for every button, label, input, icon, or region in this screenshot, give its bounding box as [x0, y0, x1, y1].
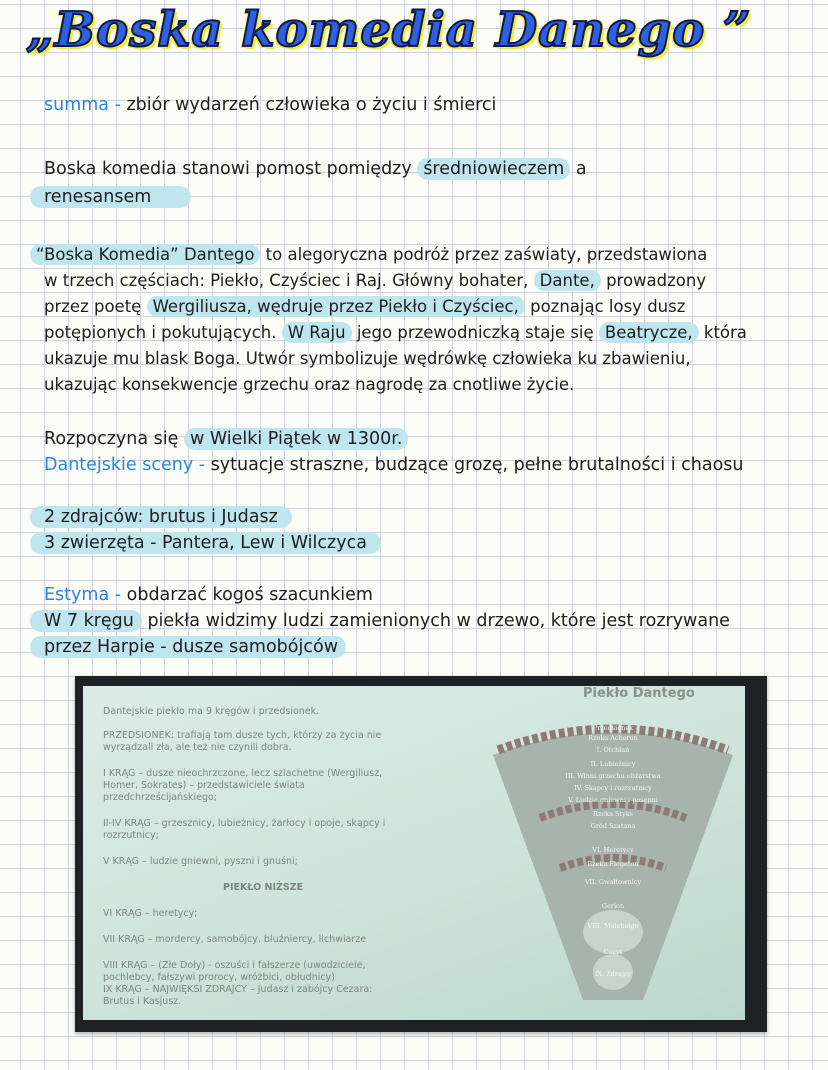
main-paragraph	[36, 242, 747, 398]
slide-title: Piekło Dantego	[583, 686, 695, 701]
diagram-label: II. Lubieżnicy	[590, 760, 636, 768]
highlight-wergiliusz: Wergiliusza, wędruje przez Piekło i Czyściec,	[147, 296, 525, 317]
diagram-label: V. Ludzie gniewni i posępni	[568, 796, 658, 804]
diagram-label: IV. Skąpcy i rozrzutnicy	[574, 784, 652, 792]
diagram-label: Rzeka Acheron	[588, 734, 638, 742]
highlight-renesansem: renesansem	[30, 186, 191, 208]
slide-line: V KRĄG – ludzie gniewni, pyszni i gnuśni;	[103, 856, 298, 867]
highlight-wielki-piatek: w Wielki Piątek w 1300r.	[184, 428, 409, 450]
para-text: poznając losy dusz	[530, 297, 686, 316]
highlight-zdrajcy: 2 zdrajców: brutus i Judasz	[30, 506, 292, 528]
summa-term: summa -	[44, 95, 121, 115]
diagram-label: Gród Szatana	[590, 822, 636, 830]
sceny-term: Dantejskie sceny -	[44, 455, 206, 475]
slide-line: pochlebcy, fałszywi prorocy, wróżbici, obłudnicy)	[103, 972, 335, 983]
zwierzeta-line	[30, 530, 381, 556]
diagram-label: VII. Gwałtownicy	[584, 878, 642, 886]
slide-line: VIII KRĄG – (Złe Doły) - oszuści i fałszerze (uwodziciele,	[103, 960, 366, 971]
pomost-line	[44, 156, 587, 182]
diagram-label: VIII. Malebolge	[587, 922, 639, 930]
pomost-line-2	[30, 184, 191, 210]
diagram-label: Cocyt	[603, 948, 623, 956]
para-text: ukazuje mu blask Boga. Utwór symbolizuje wędrówkę człowieka ku zbawieniu,	[44, 349, 691, 368]
sceny-line	[44, 452, 744, 478]
krag-line-1	[30, 608, 730, 634]
slide-line: VII KRĄG – mordercy, samobójcy, bluźniercy, lichwiarze	[103, 934, 367, 945]
diagram-label: Gerion	[601, 902, 625, 910]
diagram-label: Przedsionek	[592, 724, 634, 732]
krag-text: piekła widzimy ludzi zamienionych w drzewo, które jest rozrywane	[147, 611, 730, 631]
slide-line: wyrządzali zła, ale też nie czynili dobra.	[103, 742, 292, 753]
diagram-label: VI. Heretycy	[592, 846, 634, 854]
slide-line: Homer, Sokrates) – przedstawiciele świata	[103, 780, 305, 791]
highlight-boska-komedia: “Boska Komedia” Dantego	[30, 244, 260, 265]
para-text: jego przewodniczką staje się	[356, 323, 594, 342]
para-text: to alegoryczna podróż przez zaświaty, przedstawiona	[265, 245, 708, 264]
diagram-label: IX. Zdrajcy	[594, 970, 632, 978]
slide-heading: PIEKŁO NIŻSZE	[223, 882, 304, 893]
highlight-beatrycze: Beatrycze,	[599, 322, 699, 343]
highlight-zwierzeta: 3 zwierzęta - Pantera, Lew i Wilczyca	[30, 532, 381, 554]
highlight-harpie: przez Harpie - dusze samobójców	[30, 636, 346, 658]
highlight-7-krag: W 7 kręgu	[30, 610, 142, 632]
para-text: przez poetę	[44, 297, 142, 316]
sceny-text: sytuacje straszne, budzące grozę, pełne brutalności i chaosu	[210, 455, 744, 475]
start-text: Rozpoczyna się	[44, 429, 179, 449]
diagram-label: Rzeka Flegeton	[587, 860, 639, 868]
summa-line	[44, 92, 496, 118]
estyma-text: obdarzać kogoś szacunkiem	[126, 585, 373, 605]
inferno-diagram	[488, 700, 738, 1000]
highlight-w-raju: W Raju	[282, 322, 352, 343]
slide-line: Brutus i Kasjusz.	[103, 996, 182, 1007]
slide-line: PRZEDSIONEK: trafiają tam dusze tych, którzy za życia nie	[103, 730, 382, 741]
para-text: która	[703, 323, 747, 342]
highlight-sredniowieczem: średniowieczem	[417, 158, 570, 180]
diagram-label: I. Otchłań	[596, 746, 630, 754]
para-text: prowadzony	[606, 271, 707, 290]
highlight-dante: Dante,	[534, 270, 601, 291]
projector-screen	[83, 686, 745, 1020]
summa-text: zbiór wydarzeń człowieka o życiu i śmierci	[126, 95, 497, 115]
pomost-text: Boska komedia stanowi pomost pomiędzy	[44, 159, 412, 179]
zdrajcy-line	[30, 504, 292, 530]
pomost-end: a	[575, 159, 587, 179]
para-text: w trzech częściach: Piekło, Czyściec i Raj. Główny bohater,	[44, 271, 529, 290]
slide-photo	[75, 676, 767, 1032]
diagram-label: Rzeka Styks	[592, 810, 634, 818]
start-line	[44, 426, 408, 452]
estyma-term: Estyma -	[44, 585, 122, 605]
slide-line: rozrzutnicy;	[103, 830, 159, 841]
para-text: ukazując konsekwencje grzechu oraz nagrodę za cnotliwe życie.	[44, 375, 575, 394]
estyma-line	[44, 582, 373, 608]
krag-line-2	[30, 634, 346, 660]
diagram-label: III. Winni grzechu obżarstwa	[565, 772, 661, 780]
slide-line: przedchrześcijańskiego;	[103, 792, 218, 803]
page-title: „Boska komedia Danego ”	[26, 2, 752, 58]
slide-line: VI KRĄG – heretycy;	[103, 908, 198, 919]
slide-line: Dantejskie piekło ma 9 kręgów i przedsionek.	[103, 706, 320, 717]
slide-line: II-IV KRĄG – grzesznicy, lubieżnicy, żarłocy i opoje, skąpcy i	[103, 818, 386, 829]
slide-line: IX KRĄG – NAJWIĘKSI ZDRAJCY – Judasz i zabójcy Cezara:	[103, 984, 373, 995]
para-text: potępionych i pokutujących.	[44, 323, 277, 342]
slide-line: I KRĄG – dusze nieochrzczone, lecz szlachetne (Wergiliusz,	[103, 768, 383, 779]
